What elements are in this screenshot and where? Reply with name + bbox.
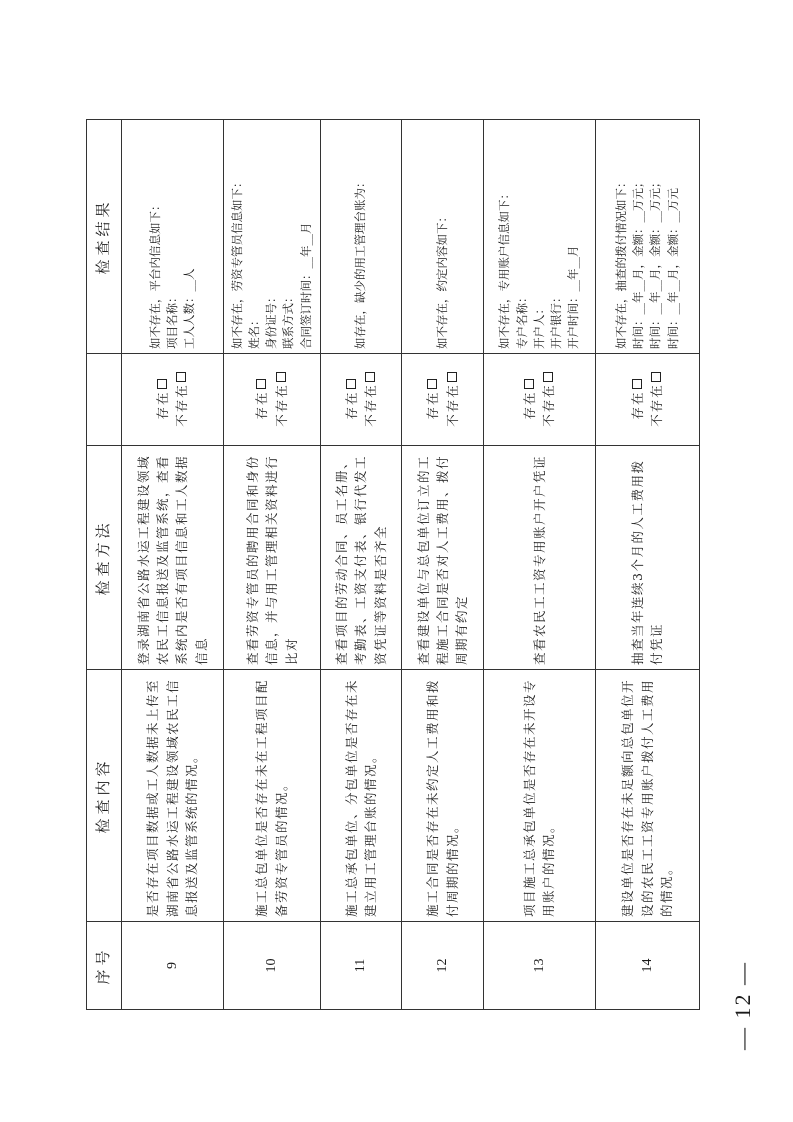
checkbox-icon[interactable] <box>176 372 186 382</box>
check-content: 施工总包单位是否存在未在工程项目配备劳资专管员的情况。 <box>223 670 320 922</box>
option-exist[interactable] <box>628 358 647 441</box>
table-row <box>483 120 595 1010</box>
option-exist[interactable] <box>423 358 442 441</box>
checkbox-icon[interactable] <box>632 380 642 390</box>
option-label: 不存在 <box>174 383 190 427</box>
checkbox-icon[interactable] <box>543 372 553 382</box>
option-not-exist[interactable] <box>539 358 558 441</box>
exist-options <box>402 354 484 446</box>
check-method: 查看农民工工资专用账户开户凭证 <box>483 446 595 670</box>
result-line: 开户人： <box>531 303 546 349</box>
result-line: 身份证号： <box>264 291 279 349</box>
checkbox-icon[interactable] <box>157 380 167 390</box>
option-label: 存在 <box>630 390 646 420</box>
row-number: 11 <box>320 922 402 1010</box>
check-result <box>402 120 484 354</box>
check-method: 查看建设单位与总包单位订立的工程施工合同是否对人工费用、拨付周期有约定 <box>402 446 484 670</box>
exist-options <box>223 354 320 446</box>
result-line: 开户时间：__年__月 <box>566 245 581 349</box>
result-line: 如不存在，专用账户信息如下： <box>497 188 512 349</box>
option-label: 不存在 <box>363 383 379 427</box>
result-line: 时间：__年__月，金额：__万元 <box>665 188 680 349</box>
inspection-table <box>86 119 700 1010</box>
exist-options <box>122 354 224 446</box>
option-not-exist[interactable] <box>647 358 666 441</box>
checkbox-icon[interactable] <box>524 380 534 390</box>
checkbox-icon[interactable] <box>365 372 375 382</box>
check-method: 抽查当年连续3个月的人工费用拨付凭证 <box>595 446 699 670</box>
result-line: 项目名称： <box>164 291 179 349</box>
row-number: 13 <box>483 922 595 1010</box>
header-exist <box>87 354 122 446</box>
page-number: — 12 — <box>730 961 755 1050</box>
checkbox-icon[interactable] <box>651 372 661 382</box>
option-exist[interactable] <box>153 358 172 441</box>
result-line: 联系方式： <box>281 291 296 349</box>
option-not-exist[interactable] <box>272 358 291 441</box>
header-row <box>87 120 122 1010</box>
checkbox-icon[interactable] <box>447 372 457 382</box>
table-row <box>402 120 484 1010</box>
result-line: 专户名称： <box>514 291 529 349</box>
check-result <box>320 120 402 354</box>
header-method: 检查方法 <box>87 446 122 670</box>
check-result <box>223 120 320 354</box>
option-label: 不存在 <box>273 383 289 427</box>
check-method: 查看劳资专管员的聘用合同和身份信息，并与用工管理相关资料进行比对 <box>223 446 320 670</box>
check-result <box>122 120 224 354</box>
result-line: 合同签订时间：__年__月 <box>298 222 313 349</box>
exist-options <box>595 354 699 446</box>
check-content: 是否存在项目数据或工人数据未上传至湖南省公路水运工程建设领域农民工信息报送及监管系统的情况。 <box>122 670 224 922</box>
exist-options <box>320 354 402 446</box>
result-line: 开户银行： <box>549 291 564 349</box>
result-line: 工人人数：__人 <box>182 268 197 349</box>
option-label: 存在 <box>425 390 441 420</box>
header-result: 检查结果 <box>87 120 122 354</box>
option-label: 存在 <box>343 390 359 420</box>
result-line: 如不存在，劳资专管员信息如下： <box>229 176 244 349</box>
rotated-inspection-table <box>86 120 700 1010</box>
result-line: 时间：__年__月，金额：__万元； <box>631 176 646 349</box>
check-content: 施工总承包单位、分包单位是否存在未建立用工管理台账的情况。 <box>320 670 402 922</box>
option-exist[interactable] <box>520 358 539 441</box>
row-number: 9 <box>122 922 224 1010</box>
check-result <box>595 120 699 354</box>
exist-options <box>483 354 595 446</box>
result-line: 如存在，缺少的用工管理台账为： <box>353 176 368 349</box>
check-content: 施工合同是否存在未约定人工费用和拨付周期的情况。 <box>402 670 484 922</box>
option-label: 不存在 <box>444 383 460 427</box>
option-exist[interactable] <box>252 358 271 441</box>
result-line: 时间：__年__月，金额：__万元； <box>648 176 663 349</box>
check-method: 登录湖南省公路水运工程建设领域农民工信息报送及监管系统，查看系统内是否有项目信息和工人数据信息 <box>122 446 224 670</box>
result-line: 姓名： <box>246 314 261 349</box>
checkbox-icon[interactable] <box>346 380 356 390</box>
option-label: 不存在 <box>541 383 557 427</box>
result-line: 如不存在，平台内信息如下： <box>147 199 162 349</box>
table-row <box>223 120 320 1010</box>
option-exist[interactable] <box>342 358 361 441</box>
option-label: 存在 <box>155 390 171 420</box>
table-row <box>320 120 402 1010</box>
checkbox-icon[interactable] <box>276 372 286 382</box>
result-line: 如不存在，抽查的拨付情况如下： <box>613 176 628 349</box>
option-label: 存在 <box>522 390 538 420</box>
result-line: 如不存在，约定内容如下： <box>434 211 449 349</box>
check-content: 建设单位是否存在未足额向总包单位开设的农民工工资专用账户拨付人工费用的情况。 <box>595 670 699 922</box>
checkbox-icon[interactable] <box>256 380 266 390</box>
check-method: 查看项目的劳动合同、员工名册、考勤表、工资支付表、银行代发工资凭证等资料是否齐全 <box>320 446 402 670</box>
option-label: 不存在 <box>649 383 665 427</box>
option-not-exist[interactable] <box>361 358 380 441</box>
table-row <box>595 120 699 1010</box>
option-not-exist[interactable] <box>172 358 191 441</box>
option-not-exist[interactable] <box>443 358 462 441</box>
header-content: 检查内容 <box>87 670 122 922</box>
check-content: 项目施工总承包单位是否存在未开设专用账户的情况。 <box>483 670 595 922</box>
check-result <box>483 120 595 354</box>
row-number: 10 <box>223 922 320 1010</box>
header-no: 序号 <box>87 922 122 1010</box>
row-number: 12 <box>402 922 484 1010</box>
table-row <box>122 120 224 1010</box>
checkbox-icon[interactable] <box>427 380 437 390</box>
row-number: 14 <box>595 922 699 1010</box>
option-label: 存在 <box>254 390 270 420</box>
